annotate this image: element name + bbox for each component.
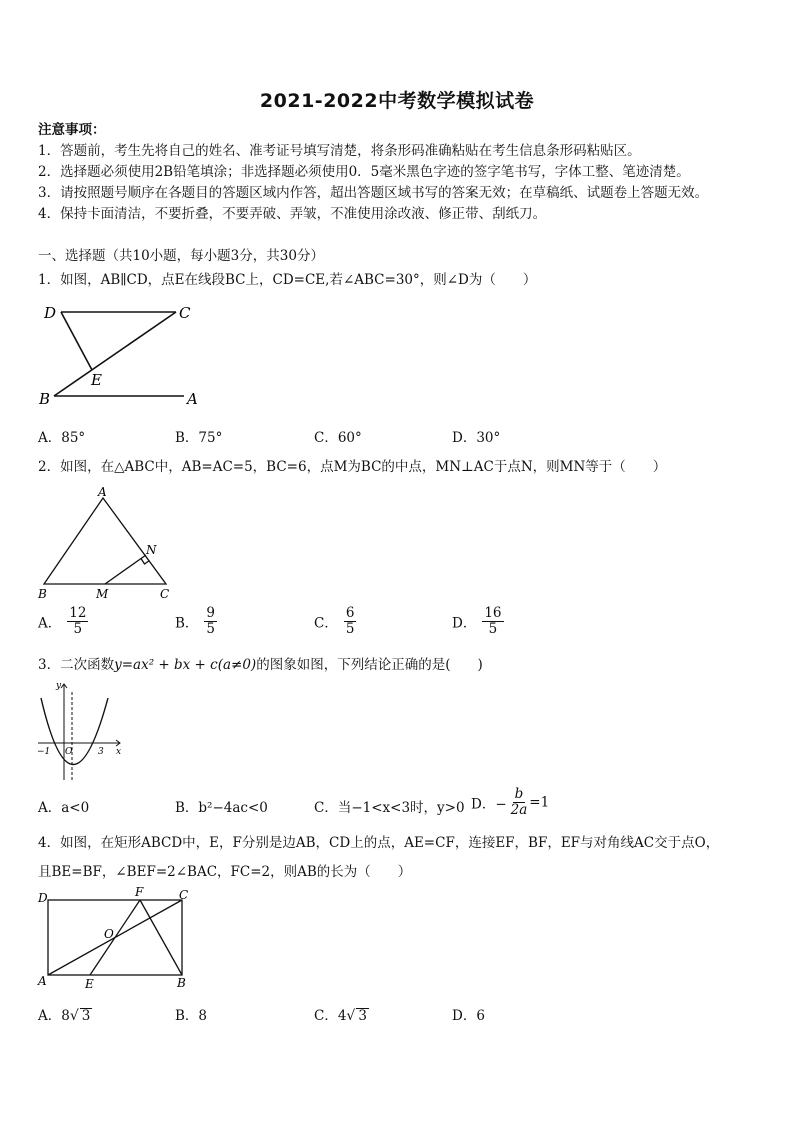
q1-label-e: E [91,371,102,389]
q1-label-c: C [179,304,191,322]
q4-label-o: O [104,927,114,941]
q4-label-a: A [38,974,47,988]
notice-item-3: 3．请按照题号顺序在各题目的答题区域内作答，超出答题区域书写的答案无效；在草稿纸、试题卷上答题无效。 [38,185,709,201]
section-heading: 一、选择题（共10小题，每小题3分，共30分） [38,248,324,264]
q2-label-c: C [160,587,170,601]
q2-option-c: C． $\frac{6}{5}$ [314,605,355,637]
q3-stem: 3．二次函数y=ax² + bx + c(a≠0)的图象如图，下列结论正确的是( ) [38,657,483,673]
q4-label-f: F [135,885,144,899]
q3-option-c: C．当−1<x<3时，y>0 [314,800,465,816]
q3-option-b: B．b²−4ac<0 [175,800,268,816]
q1-option-d: D．30° [452,430,501,446]
q2-option-b: B． $\frac{9}{5}$ [175,605,216,637]
q1-figure [34,300,214,410]
q4-option-b: B．8 [175,1008,208,1024]
q3-figure [34,676,129,786]
q1-label-a: A [187,390,198,408]
q1-option-b: B．75° [175,430,223,446]
q1-option-a: A．85° [38,430,86,446]
q3-label-neg1: −1 [37,747,51,757]
q4-label-e: E [85,977,94,991]
q2-stem: 2．如图，在△ABC中，AB=AC=5，BC=6，点M为BC的中点，MN⊥AC于点N，则MN等于（ ） [38,459,667,475]
q4-label-d: D [38,891,48,905]
q4-figure [34,884,199,994]
notice-item-1: 1．答题前，考生先将自己的姓名、准考证号填写清楚，将条形码准确粘贴在考生信息条形码粘贴区。 [38,143,641,159]
page-title: 2021-2022中考数学模拟试卷 [259,90,535,112]
q2-option-d: D． $\frac{16}{5}$ [452,605,502,637]
notice-item-4: 4．保持卡面清洁，不要折叠，不要弄破、弄皱，不准使用涂改液、修正带、刮纸刀。 [38,206,547,222]
q1-stem: 1．如图，AB∥CD，点E在线段BC上，CD=CE,若∠ABC=30°，则∠D为（ ） [38,272,537,288]
q3-label-x: x [116,747,122,757]
notice-heading: 注意事项： [38,122,106,138]
q1-label-d: D [44,304,57,322]
q2-label-a: A [98,485,107,499]
q3-label-3: 3 [98,747,104,757]
q2-label-m: M [96,587,109,601]
q1-option-c: C．60° [314,430,362,446]
q1-label-b: B [39,390,51,408]
q2-label-b: B [38,587,47,601]
q4-option-c: C．4√ 3 [314,1008,367,1024]
q2-label-n: N [146,543,157,557]
q4-stem-line1: 4．如图，在矩形ABCD中，E，F分别是边AB，CD上的点，AE=CF，连接EF，BF，EF与对角线AC交于点O， [38,835,720,851]
q3-label-y: y [56,681,62,691]
q3-option-a: A．a<0 [38,800,90,816]
q4-stem-line2: 且BE=BF，∠BEF=2∠BAC，FC=2，则AB的长为（ ） [38,864,412,880]
q4-option-d: D．6 [452,1008,485,1024]
q4-label-c: C [179,888,189,902]
q4-label-b: B [177,976,186,990]
q2-figure [34,484,184,604]
q3-option-d: D．− $\frac{b}{2a}$ =1 [471,786,550,818]
q2-option-a: A． $\frac{12}{5}$ [38,605,87,637]
q3-label-o: O [65,747,73,757]
q4-option-a: A．8√ 3 [38,1008,91,1024]
notice-item-2: 2．选择题必须使用2B铅笔填涂；非选择题必须使用0．5毫米黑色字迹的签字笔书写，字体工整、笔迹清楚。 [38,164,690,180]
